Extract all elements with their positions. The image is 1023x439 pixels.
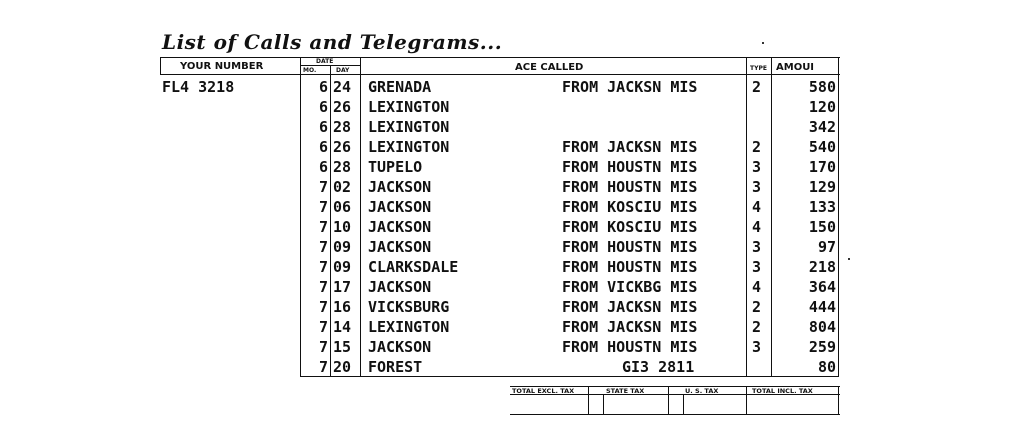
row-day: 16 <box>333 298 352 316</box>
row-amount: 80 <box>817 358 836 376</box>
row-day: 26 <box>333 98 352 116</box>
state-tax-label: STATE TAX <box>606 387 645 395</box>
header-bottom-rule <box>160 74 840 75</box>
row-amount: 120 <box>808 98 836 116</box>
footer-divider-1 <box>588 386 589 414</box>
row-month: 7 <box>318 258 328 276</box>
row-place: LEXINGTON <box>368 318 450 336</box>
row-place: LEXINGTON <box>368 138 450 156</box>
row-from: GI3 2811 <box>622 358 695 376</box>
amount-right-line <box>838 57 839 377</box>
amount-left-line <box>771 57 772 377</box>
row-place: TUPELO <box>368 158 423 176</box>
footer-divider-2 <box>603 394 604 414</box>
row-amount: 133 <box>808 198 836 216</box>
row-from: FROM HOUSTN MIS <box>562 338 698 356</box>
mo-day-line <box>330 65 331 377</box>
date-header: DATE <box>316 58 334 65</box>
row-place: GRENADA <box>368 78 432 96</box>
row-month: 7 <box>318 338 328 356</box>
row-place: LEXINGTON <box>368 98 450 116</box>
amount-header: AMOUI <box>776 62 815 73</box>
row-place: LEXINGTON <box>368 118 450 136</box>
row-place: JACKSON <box>368 238 432 256</box>
row-month: 7 <box>318 178 328 196</box>
row-amount: 342 <box>808 118 836 136</box>
row-month: 7 <box>318 238 328 256</box>
row-type: 2 <box>752 298 762 316</box>
row-day: 09 <box>333 238 352 256</box>
us-tax-label: U. S. TAX <box>685 387 719 395</box>
row-from: FROM HOUSTN MIS <box>562 158 698 176</box>
header-top-rule <box>160 57 840 58</box>
row-amount: 97 <box>817 238 836 256</box>
row-day: 28 <box>333 158 352 176</box>
row-type: 3 <box>752 258 762 276</box>
row-amount: 259 <box>808 338 836 356</box>
footer-divider-4 <box>683 394 684 414</box>
row-type: 4 <box>752 278 762 296</box>
row-month: 7 <box>318 318 328 336</box>
row-month: 7 <box>318 218 328 236</box>
row-day: 26 <box>333 138 352 156</box>
speck <box>848 258 850 260</box>
row-type: 3 <box>752 338 762 356</box>
row-amount: 150 <box>808 218 836 236</box>
row-from: FROM KOSCIU MIS <box>562 198 698 216</box>
row-amount: 170 <box>808 158 836 176</box>
row-type: 2 <box>752 78 762 96</box>
total-excl-tax-label: TOTAL EXCL. TAX <box>512 387 575 395</box>
row-from: FROM VICKBG MIS <box>562 278 698 296</box>
row-day: 24 <box>333 78 352 96</box>
row-day: 09 <box>333 258 352 276</box>
row-day: 10 <box>333 218 352 236</box>
row-type: 4 <box>752 218 762 236</box>
row-amount: 218 <box>808 258 836 276</box>
row-type: 3 <box>752 158 762 176</box>
row-month: 6 <box>318 118 328 136</box>
row-type: 4 <box>752 198 762 216</box>
row-month: 6 <box>318 98 328 116</box>
your-number-value: FL4 3218 <box>162 78 235 96</box>
place-left-line <box>360 57 361 377</box>
type-header: TYPE <box>750 65 767 72</box>
row-type: 3 <box>752 238 762 256</box>
row-place: JACKSON <box>368 178 432 196</box>
row-month: 6 <box>318 78 328 96</box>
row-from: FROM HOUSTN MIS <box>562 238 698 256</box>
row-place: JACKSON <box>368 338 432 356</box>
row-from: FROM JACKSN MIS <box>562 298 698 316</box>
type-left-line <box>746 57 747 377</box>
row-place: CLARKSDALE <box>368 258 459 276</box>
row-day: 06 <box>333 198 352 216</box>
row-place: FOREST <box>368 358 423 376</box>
footer-bottom-rule <box>510 414 840 415</box>
row-day: 17 <box>333 278 352 296</box>
footer-divider-6 <box>838 386 839 414</box>
row-amount: 580 <box>808 78 836 96</box>
row-amount: 540 <box>808 138 836 156</box>
row-place: JACKSON <box>368 218 432 236</box>
row-from: FROM JACKSN MIS <box>562 138 698 156</box>
row-month: 7 <box>318 358 328 376</box>
row-day: 20 <box>333 358 352 376</box>
footer-divider-3 <box>668 386 669 414</box>
row-amount: 364 <box>808 278 836 296</box>
row-day: 15 <box>333 338 352 356</box>
page-title: List of Calls and Telegrams... <box>162 30 503 54</box>
speck <box>762 42 764 44</box>
row-type: 2 <box>752 318 762 336</box>
row-month: 7 <box>318 198 328 216</box>
row-amount: 129 <box>808 178 836 196</box>
header-left-border <box>160 57 161 75</box>
total-incl-tax-label: TOTAL INCL. TAX <box>752 387 813 395</box>
row-month: 6 <box>318 158 328 176</box>
row-month: 6 <box>318 138 328 156</box>
row-amount: 804 <box>808 318 836 336</box>
row-from: FROM HOUSTN MIS <box>562 178 698 196</box>
your-number-header: YOUR NUMBER <box>180 61 264 72</box>
day-header: DAY <box>336 67 350 74</box>
footer-divider-5 <box>746 386 747 414</box>
month-header: MO. <box>303 67 317 74</box>
row-day: 02 <box>333 178 352 196</box>
row-month: 7 <box>318 298 328 316</box>
row-day: 28 <box>333 118 352 136</box>
row-type: 3 <box>752 178 762 196</box>
row-place: JACKSON <box>368 198 432 216</box>
date-left-line <box>300 57 301 377</box>
row-place: JACKSON <box>368 278 432 296</box>
row-from: FROM JACKSN MIS <box>562 318 698 336</box>
row-month: 7 <box>318 278 328 296</box>
row-type: 2 <box>752 138 762 156</box>
row-day: 14 <box>333 318 352 336</box>
row-place: VICKSBURG <box>368 298 450 316</box>
row-from: FROM JACKSN MIS <box>562 78 698 96</box>
row-from: FROM KOSCIU MIS <box>562 218 698 236</box>
row-from: FROM HOUSTN MIS <box>562 258 698 276</box>
place-called-header: ACE CALLED <box>515 62 584 73</box>
row-amount: 444 <box>808 298 836 316</box>
